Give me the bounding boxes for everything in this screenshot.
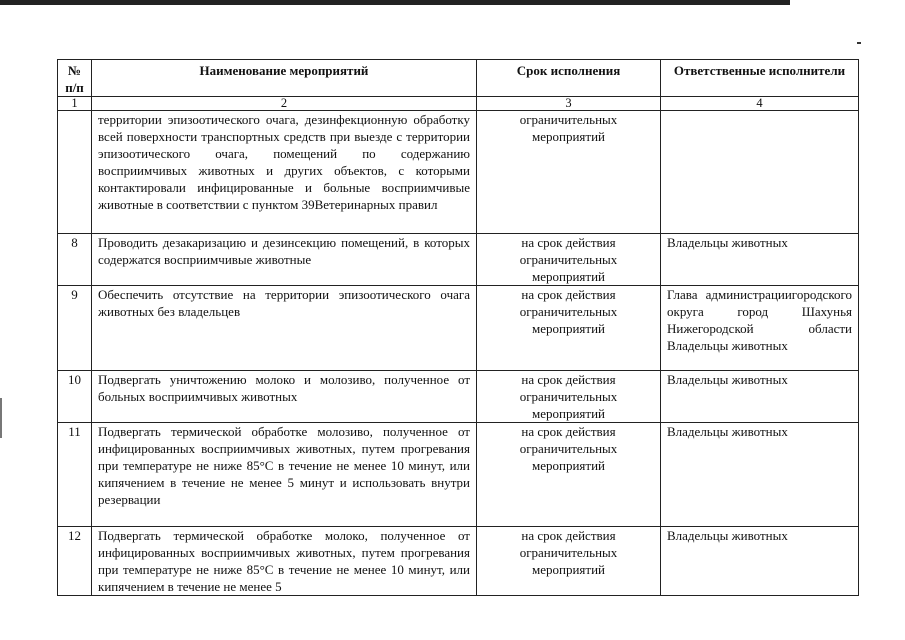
row-term: на срок действия ограничительных мероприятий (477, 234, 661, 286)
scan-edge-mark (0, 398, 2, 438)
row-measure: Подвергать термической обработке молозиво, полученное от инфицированных восприимчивых животных, путем прогревания при температуре не ниже 85°С в течение не менее 10 минут, или кипячением в течение не менее 5 минут и использовать внутри резервации (92, 423, 477, 527)
row-responsible (661, 111, 859, 234)
row-measure: Подвергать термической обработке молоко, полученное от инфицированных восприимчивых животных, путем прогревания при температуре не ниже 85°С в течение не менее 10 минут, или кипячением в течение не менее 5 (92, 527, 477, 596)
header-name: Наименование мероприятий (92, 60, 477, 97)
row-responsible: Владельцы животных (661, 371, 859, 423)
row-measure: Обеспечить отсутствие на территории эпизоотического очага животных без владельцев (92, 286, 477, 371)
page-top-rule (0, 0, 790, 5)
header-responsible: Ответственные исполнители (661, 60, 859, 97)
row-number: 8 (58, 234, 92, 286)
row-measure: территории эпизоотического очага, дезинфекционную обработку всей поверхности транспортных средств при выезде с территории эпизоотического очага, помещений по содержанию восприимчивых животных и других объектов, с которыми контактировали инфицированные и больные восприимчивые животные в соответствии с пунктом 39Ветеринарных правил (92, 111, 477, 234)
table-row (58, 423, 859, 527)
row-number: 12 (58, 527, 92, 596)
table-header-row (58, 60, 859, 97)
table-row (58, 111, 859, 234)
column-index: 1 (58, 97, 92, 111)
row-responsible: Глава администрациигородского округа город Шахунья Нижегородской области Владельцы животных (661, 286, 859, 371)
row-term: ограничительных мероприятий (477, 111, 661, 234)
row-number: 9 (58, 286, 92, 371)
table-row (58, 234, 859, 286)
row-measure: Проводить дезакаризацию и дезинсекцию помещений, в которых содержатся восприимчивые животные (92, 234, 477, 286)
table-row (58, 371, 859, 423)
table-row (58, 527, 859, 596)
measures-table (57, 59, 859, 596)
row-term: на срок действия ограничительных мероприятий (477, 286, 661, 371)
row-measure: Подвергать уничтожению молоко и молозиво, полученное от больных восприимчивых животных (92, 371, 477, 423)
table-row (58, 286, 859, 371)
row-term: на срок действия ограничительных мероприятий (477, 371, 661, 423)
row-responsible: Владельцы животных (661, 527, 859, 596)
header-term: Срок исполнения (477, 60, 661, 97)
row-term: на срок действия ограничительных мероприятий (477, 423, 661, 527)
row-term: на срок действия ограничительных мероприятий (477, 527, 661, 596)
row-number: 10 (58, 371, 92, 423)
row-number: 11 (58, 423, 92, 527)
column-index: 2 (92, 97, 477, 111)
column-index: 3 (477, 97, 661, 111)
scan-mark (857, 42, 861, 44)
column-index: 4 (661, 97, 859, 111)
header-num: № п/п (58, 60, 92, 97)
row-responsible: Владельцы животных (661, 423, 859, 527)
row-number (58, 111, 92, 234)
column-index-row (58, 97, 859, 111)
row-responsible: Владельцы животных (661, 234, 859, 286)
